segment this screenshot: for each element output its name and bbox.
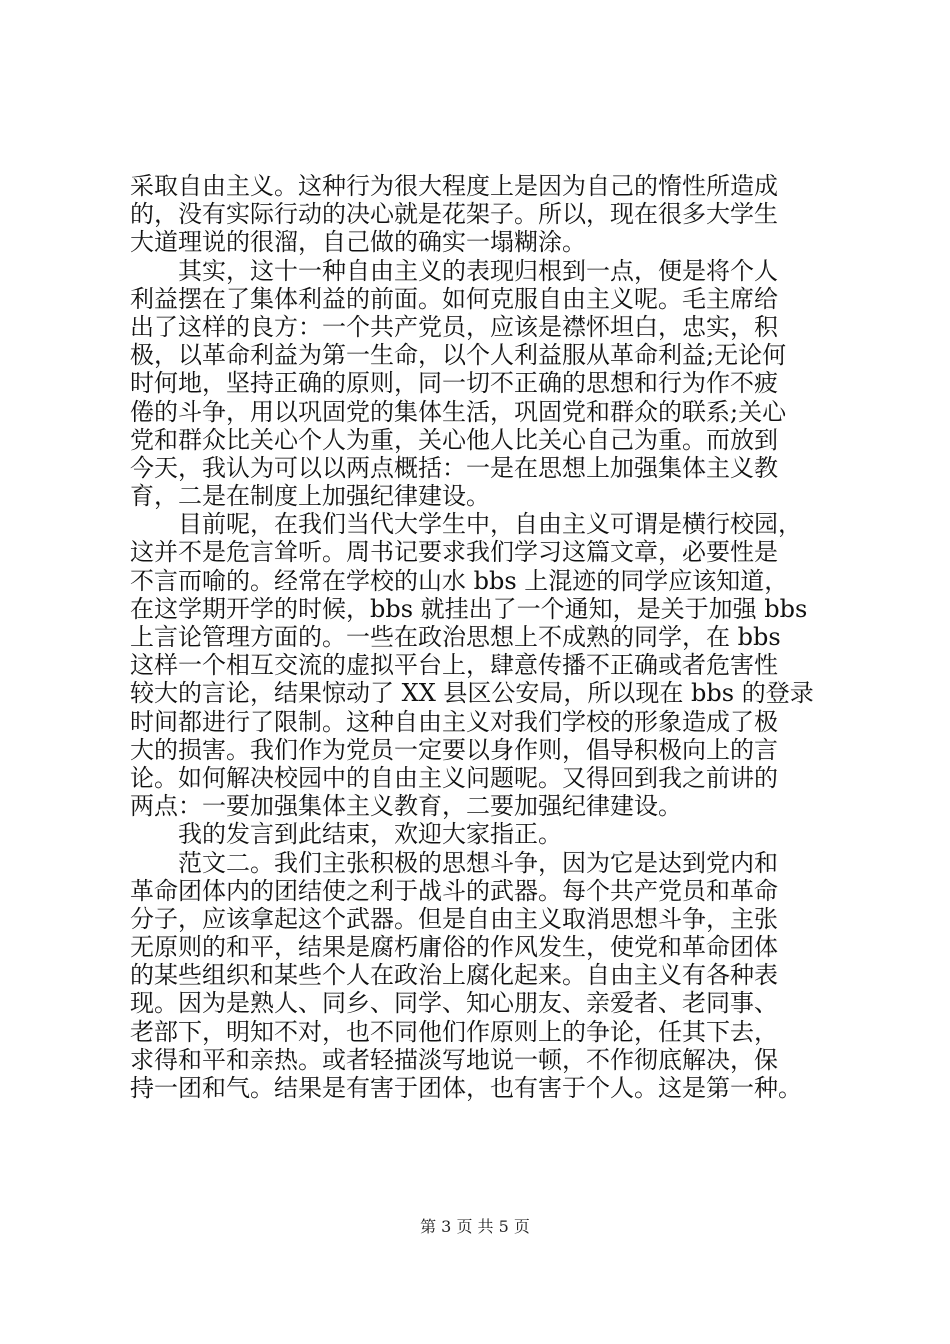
text-line: 育，二是在制度上加强纪律建设。: [130, 482, 490, 511]
text-line: 求得和平和亲热。或者轻描淡写地说一顿，不作彻底解决，保: [130, 1045, 778, 1074]
paragraph-start-line: 其实，这十一种自由主义的表现归根到一点，便是将个人: [178, 256, 778, 285]
text-line: 时何地，坚持正确的原则，同一切不正确的思想和行为作不疲: [130, 369, 778, 398]
paragraph-start-line: 目前呢，在我们当代大学生中，自由主义可谓是横行校园，: [178, 510, 802, 539]
paragraph-start-line: 范文二。我们主张积极的思想斗争，因为它是达到党内和: [178, 848, 778, 877]
text-line: 这并不是危言耸听。周书记要求我们学习这篇文章，必要性是: [130, 538, 778, 567]
text-line: 无原则的和平，结果是腐朽庸俗的作风发生，使党和革命团体: [130, 933, 778, 962]
text-line: 论。如何解决校园中的自由主义问题呢。又得回到我之前讲的: [130, 763, 778, 792]
text-line: 两点：一要加强集体主义教育，二要加强纪律建设。: [130, 792, 682, 821]
text-line: 现。因为是熟人、同乡、同学、知心朋友、亲爱者、老同事、: [130, 989, 778, 1018]
text-line: 革命团体内的团结使之利于战斗的武器。每个共产党员和革命: [130, 876, 778, 905]
page-number-footer: 第 3 页 共 5 页: [420, 1217, 530, 1236]
document-body: [130, 172, 850, 1102]
text-line: 大的损害。我们作为党员一定要以身作则，倡导积极向上的言: [130, 735, 778, 764]
text-line: 利益摆在了集体利益的前面。如何克服自由主义呢。毛主席给: [130, 284, 778, 313]
paragraph-start-line: 我的发言到此结束，欢迎大家指正。: [178, 820, 562, 849]
text-line: 老部下，明知不对，也不同他们作原则上的争论，任其下去，: [130, 1017, 778, 1046]
text-line: 今天，我认为可以以两点概括：一是在思想上加强集体主义教: [130, 453, 778, 482]
text-line: 时间都进行了限制。这种自由主义对我们学校的形象造成了极: [130, 707, 778, 736]
text-line: 持一团和气。结果是有害于团体，也有害于个人。这是第一种。: [130, 1074, 802, 1102]
text-line: 倦的斗争，用以巩固党的集体生活，巩固党和群众的联系;关心: [130, 397, 787, 426]
text-line: 采取自由主义。这种行为很大程度上是因为自己的惰性所造成: [130, 172, 778, 200]
text-line: 大道理说的很溜，自己做的确实一塌糊涂。: [130, 228, 586, 257]
text-line: 党和群众比关心个人为重，关心他人比关心自己为重。而放到: [130, 425, 778, 454]
text-line: 出了这样的良方：一个共产党员，应该是襟怀坦白，忠实，积: [130, 312, 778, 341]
text-line: 在这学期开学的时候，bbs 就挂出了一个通知，是关于加强 bbs: [130, 594, 808, 623]
text-line: 较大的言论，结果惊动了 XX 县区公安局，所以现在 bbs 的登录: [130, 679, 814, 708]
text-line: 这样一个相互交流的虚拟平台上，肆意传播不正确或者危害性: [130, 651, 778, 680]
text-line: 极，以革命利益为第一生命，以个人利益服从革命利益;无论何: [130, 341, 787, 370]
text-line: 不言而喻的。经常在学校的山水 bbs 上混迹的同学应该知道，: [130, 566, 789, 595]
text-line: 上言论管理方面的。一些在政治思想上不成熟的同学，在 bbs: [130, 623, 781, 651]
text-line: 分子，应该拿起这个武器。但是自由主义取消思想斗争，主张: [130, 904, 778, 933]
text-line: 的，没有实际行动的决心就是花架子。所以，现在很多大学生: [130, 200, 778, 229]
text-line: 的某些组织和某些个人在政治上腐化起来。自由主义有各种表: [130, 961, 778, 990]
